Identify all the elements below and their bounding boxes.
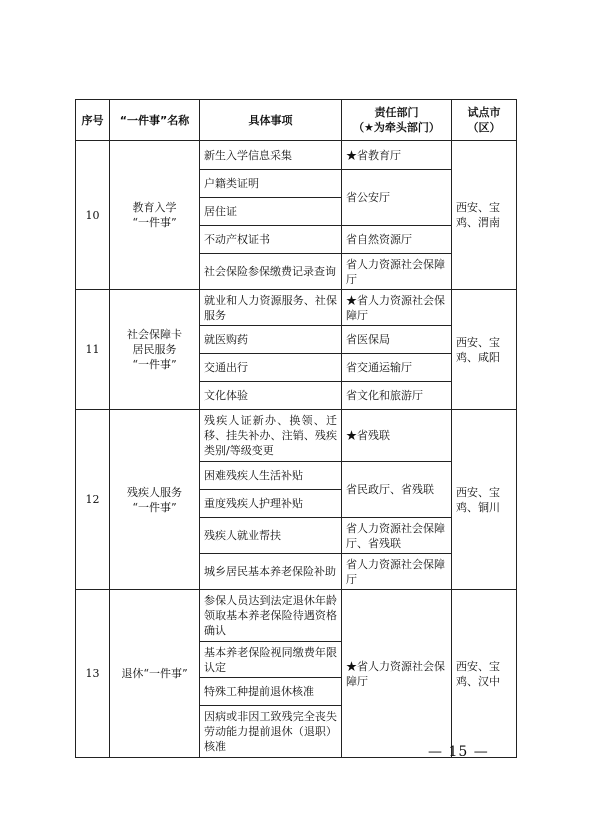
city-cell: 西安、宝鸡、咸阳	[452, 290, 517, 410]
dept-cell: 省自然资源厅	[342, 226, 452, 254]
dept-cell: ★省残联	[342, 410, 452, 462]
group-name-line: “一件事”	[132, 500, 177, 514]
group-name-line: “一件事”	[132, 358, 177, 371]
city-cell: 西安、宝鸡、铜川	[452, 410, 517, 590]
group-name-line: “一件事”	[132, 216, 177, 229]
item-cell: 新生入学信息采集	[200, 141, 342, 170]
dept-cell: 省文化和旅游厅	[342, 382, 452, 410]
item-cell: 就医购药	[200, 326, 342, 354]
header-city-line1: 试点市	[467, 106, 501, 119]
item-cell: 特殊工种提前退休核准	[200, 678, 342, 706]
item-cell: 居住证	[200, 198, 342, 226]
item-cell: 因病或非因工致残完全丧失劳动能力提前退休（退职）核准	[200, 706, 342, 758]
header-dept-line2: （★为牵头部门）	[353, 121, 440, 134]
header-name: “一件事”名称	[110, 100, 200, 141]
dept-cell: 省医保局	[342, 326, 452, 354]
item-cell: 文化体验	[200, 382, 342, 410]
dept-cell: 省人力资源社会保障厅、省残联	[342, 518, 452, 554]
group-name-line: 残疾人服务	[127, 485, 182, 499]
item-cell: 困难残疾人生活补贴	[200, 462, 342, 490]
item-cell: 基本养老保险视同缴费年限认定	[200, 642, 342, 678]
item-cell: 社会保险参保缴费记录查询	[200, 254, 342, 290]
page-number: — 15 —	[428, 744, 489, 760]
city-cell: 西安、宝鸡、渭南	[452, 141, 517, 290]
group-name	[110, 290, 200, 410]
dept-cell: 省人力资源社会保障厅	[342, 554, 452, 590]
header-no: 序号	[76, 100, 110, 141]
dept-cell: 省交通运输厅	[342, 354, 452, 382]
city-cell: 西安、宝鸡、汉中	[452, 590, 517, 758]
item-cell: 残疾人证新办、换领、迁移、挂失补办、注销、残疾类别/等级变更	[200, 410, 342, 462]
group-no: 12	[76, 410, 110, 590]
dept-cell: ★省人力资源社会保障厅	[342, 590, 452, 758]
group-no: 13	[76, 590, 110, 758]
table-row	[76, 141, 517, 170]
dept-cell: ★省人力资源社会保障厅	[342, 290, 452, 326]
group-name-line: 居民服务	[132, 343, 177, 356]
header-item: 具体事项	[200, 100, 342, 141]
header-city-line2: （区）	[467, 121, 501, 134]
dept-cell: 省人力资源社会保障厅	[342, 254, 452, 290]
item-cell: 户籍类证明	[200, 170, 342, 198]
table-row	[76, 290, 517, 326]
table-header-row	[76, 100, 517, 141]
services-table	[75, 99, 517, 758]
header-dept-line1: 责任部门	[374, 106, 419, 119]
group-name	[110, 141, 200, 290]
dept-cell: 省民政厅、省残联	[342, 462, 452, 518]
table-row	[76, 410, 517, 462]
item-cell: 重度残疾人护理补贴	[200, 490, 342, 518]
group-name	[110, 410, 200, 590]
group-no: 11	[76, 290, 110, 410]
group-name-line: 社会保障卡	[127, 328, 182, 341]
item-cell: 城乡居民基本养老保险补助	[200, 554, 342, 590]
group-name-line: 教育入学	[132, 201, 177, 214]
dept-cell: 省公安厅	[342, 170, 452, 226]
header-city	[452, 100, 517, 141]
item-cell: 残疾人就业帮扶	[200, 518, 342, 554]
header-dept	[342, 100, 452, 141]
table-row	[76, 590, 517, 642]
item-cell: 交通出行	[200, 354, 342, 382]
group-name: 退休“一件事”	[110, 590, 200, 758]
group-no: 10	[76, 141, 110, 290]
dept-cell: ★省教育厅	[342, 141, 452, 170]
item-cell: 不动产权证书	[200, 226, 342, 254]
item-cell: 就业和人力资源服务、社保服务	[200, 290, 342, 326]
item-cell: 参保人员达到法定退休年龄领取基本养老保险待遇资格确认	[200, 590, 342, 642]
